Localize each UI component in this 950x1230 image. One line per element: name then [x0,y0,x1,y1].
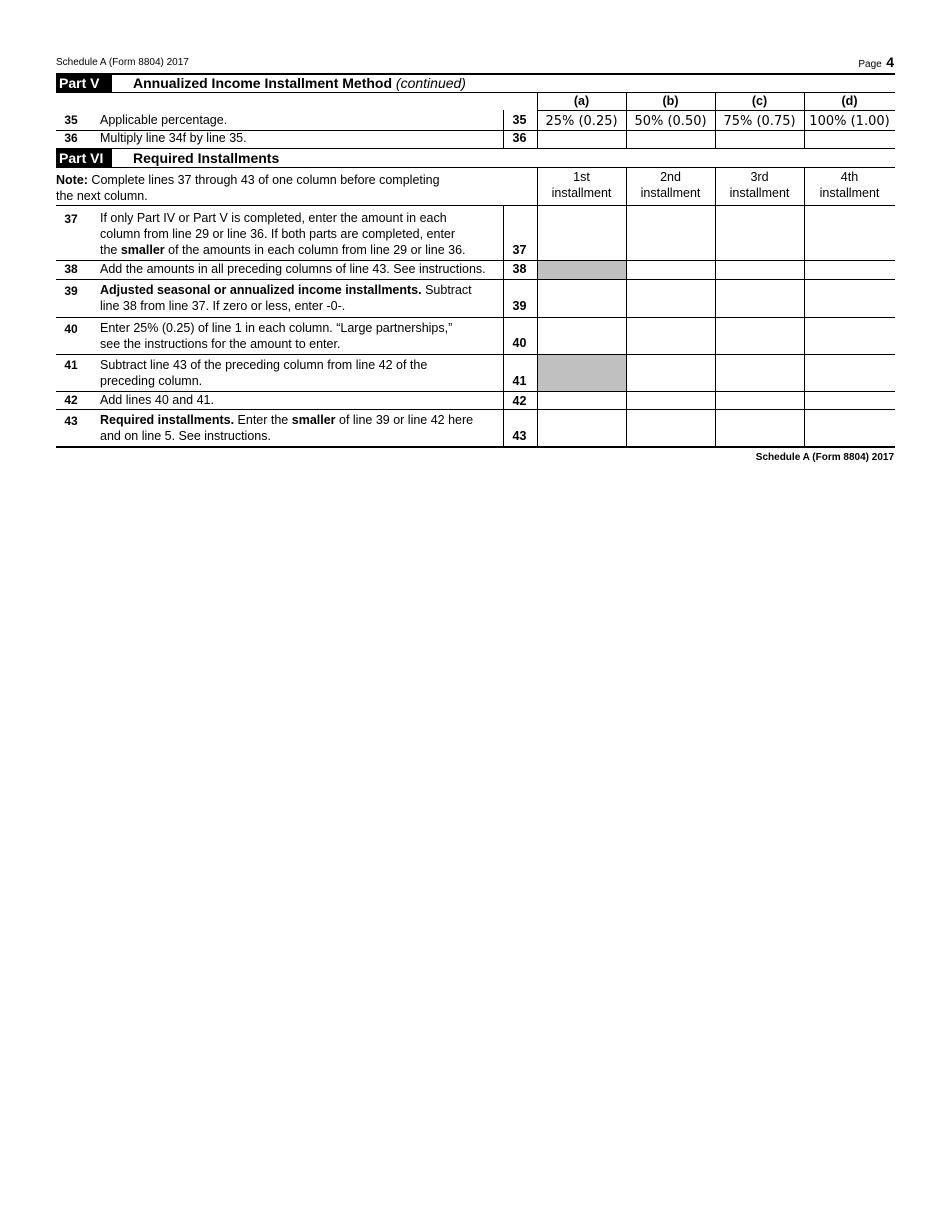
line-41-col-a-shaded [537,355,626,391]
page-indicator [858,54,894,72]
line-37-text-3b: smaller [120,243,165,257]
line-42-col-d-input[interactable] [804,392,895,409]
line-36-number: 36 [64,131,78,145]
line-43-col-c-input[interactable] [715,410,804,446]
page-label: Page [858,59,882,70]
line-42-box-number: 42 [512,394,527,408]
line-39-col-d-input[interactable] [804,280,895,317]
installment-2-ordinal: 2nd [660,170,681,184]
line-37-col-d-input[interactable] [804,206,895,260]
line-38-col-a-shaded [537,261,626,279]
line-39-col-a-input[interactable] [537,280,626,317]
line-43-col-a-input[interactable] [537,410,626,446]
installment-1-label: installment [551,186,612,200]
line-41-col-c-input[interactable] [715,355,804,391]
line-37-text-1: If only Part IV or Part V is completed, enter the amount in each [100,211,447,225]
line-39-col-c-input[interactable] [715,280,804,317]
installment-4-label: installment [819,186,880,200]
line-40-col-b-input[interactable] [626,318,715,354]
part-vi-divider [626,168,627,446]
table-bottom-rule [56,446,895,448]
part-vi-divider [503,205,504,446]
line-38-number: 38 [64,262,78,276]
line-36-col-a-input[interactable] [537,131,626,148]
note-text: Complete lines 37 through 43 of one column before completing [87,173,440,187]
installment-3-label: installment [729,186,790,200]
line-42-col-a-input[interactable] [537,392,626,409]
installment-4-ordinal: 4th [840,170,859,184]
line-35-col-a-value: 25% (0.25) [545,114,618,129]
line-39-col-b-input[interactable] [626,280,715,317]
line-42-number: 42 [64,393,78,407]
part-v-title-text: Annualized Income Installment Method [133,75,393,91]
line-37-number: 37 [64,212,78,226]
line-40-col-c-input[interactable] [715,318,804,354]
part-v-title [133,74,466,92]
line-41-text-2: preceding column. [100,374,203,388]
note-label: Note: [56,173,88,187]
line-39-box-number: 39 [512,299,527,313]
installment-2-label: installment [640,186,701,200]
line-35-description: Applicable percentage. [100,113,228,127]
line-37-description [100,210,500,258]
line-39-text-1b: Subtract [421,283,472,297]
line-41-box-number: 41 [512,374,527,388]
line-40-col-d-input[interactable] [804,318,895,354]
part-vi-tag: Part VI [56,149,112,167]
line-43-number: 43 [64,414,78,428]
column-header-rule [537,110,895,111]
line-43-col-b-input[interactable] [626,410,715,446]
line-41-col-b-input[interactable] [626,355,715,391]
line-35-col-b-value: 50% (0.50) [634,114,707,129]
line-41-description [100,357,500,389]
line-40-text-1: Enter 25% (0.25) of line 1 in each column. “Large partnerships,” [100,321,453,335]
line-36-description: Multiply line 34f by line 35. [100,131,247,145]
part-v-tag: Part V [56,74,112,92]
line-43-text-1d: of line 39 or line 42 here [335,413,474,427]
line-38-col-c-input[interactable] [715,261,804,279]
line-35-box-number: 35 [512,113,527,127]
part-vi-title: Required Installments [133,150,280,166]
line-41-col-d-input[interactable] [804,355,895,391]
column-a-header: (a) [573,94,590,108]
installment-2-header [626,169,715,201]
line-37-text-3 [100,242,500,258]
installment-1-ordinal: 1st [573,170,590,184]
line-36-col-c-input[interactable] [715,131,804,148]
line-38-description: Add the amounts in all preceding columns of line 43. See instructions. [100,262,486,276]
line-35-col-c-value: 75% (0.75) [723,114,796,129]
installment-3-header [715,169,804,201]
part-v-divider [503,110,504,148]
line-42-description: Add lines 40 and 41. [100,393,214,407]
line-37-col-a-input[interactable] [537,206,626,260]
line-37-text-3a: the [100,243,121,257]
column-b-header: (b) [662,94,679,108]
line-37-box-number: 37 [512,243,527,257]
part-v-divider [626,93,627,148]
line-43-text-2: and on line 5. See instructions. [100,429,271,443]
part-vi-divider [715,168,716,446]
installment-4-header [804,169,895,201]
line-37-text-2: column from line 29 or line 36. If both parts are completed, enter [100,227,456,241]
line-43-text-1c: smaller [291,413,336,427]
line-39-description [100,282,500,314]
installment-1-header [537,169,626,201]
line-43-description [100,412,500,444]
page-number: 4 [886,54,894,70]
line-37-text-3c: of the amounts in each column from line 29 or line 36. [164,243,466,257]
part-v-title-suffix: (continued) [395,75,466,91]
part-v-rule [56,92,895,93]
line-41-text-1: Subtract line 43 of the preceding column from line 42 of the [100,358,428,372]
line-43-text-1b: Enter the [234,413,292,427]
line-40-description [100,320,500,352]
line-35-col-d-value: 100% (1.00) [809,114,890,129]
line-43-text-1 [100,412,500,428]
line-42-col-b-input[interactable] [626,392,715,409]
line-36-box-number: 36 [512,131,527,145]
line-38-col-d-input[interactable] [804,261,895,279]
line-43-box-number: 43 [512,429,527,443]
footer-form-reference: Schedule A (Form 8804) 2017 [755,452,894,463]
line-39-text-2: line 38 from line 37. If zero or less, enter -0-. [100,299,346,313]
form-reference: Schedule A (Form 8804) 2017 [56,57,189,68]
part-vi-divider [537,168,538,446]
line-37-col-b-input[interactable] [626,206,715,260]
part-vi-rule [56,167,895,168]
note [56,172,496,204]
part-vi-divider [804,168,805,446]
line-38-box-number: 38 [512,262,527,276]
line-38-col-b-input[interactable] [626,261,715,279]
line-41-number: 41 [64,358,78,372]
line-43-col-d-input[interactable] [804,410,895,446]
column-c-header: (c) [751,94,768,108]
note-text-2: the next column. [56,189,148,203]
part-v-divider [715,93,716,148]
column-d-header: (d) [841,94,858,108]
line-42-col-c-input[interactable] [715,392,804,409]
line-39-text-1 [100,282,500,298]
line-36-col-b-input[interactable] [626,131,715,148]
part-v-divider [537,93,538,148]
line-39-number: 39 [64,284,78,298]
line-35-number: 35 [64,113,78,127]
line-39-text-1a: Adjusted seasonal or annualized income installments. [100,283,422,297]
line-40-box-number: 40 [512,336,527,350]
line-40-text-2: see the instructions for the amount to enter. [100,337,341,351]
line-37-col-c-input[interactable] [715,206,804,260]
line-40-col-a-input[interactable] [537,318,626,354]
installment-3-ordinal: 3rd [750,170,769,184]
line-36-col-d-input[interactable] [804,131,895,148]
line-43-text-1a: Required installments. [100,413,235,427]
line-40-number: 40 [64,322,78,336]
part-v-divider [804,93,805,148]
